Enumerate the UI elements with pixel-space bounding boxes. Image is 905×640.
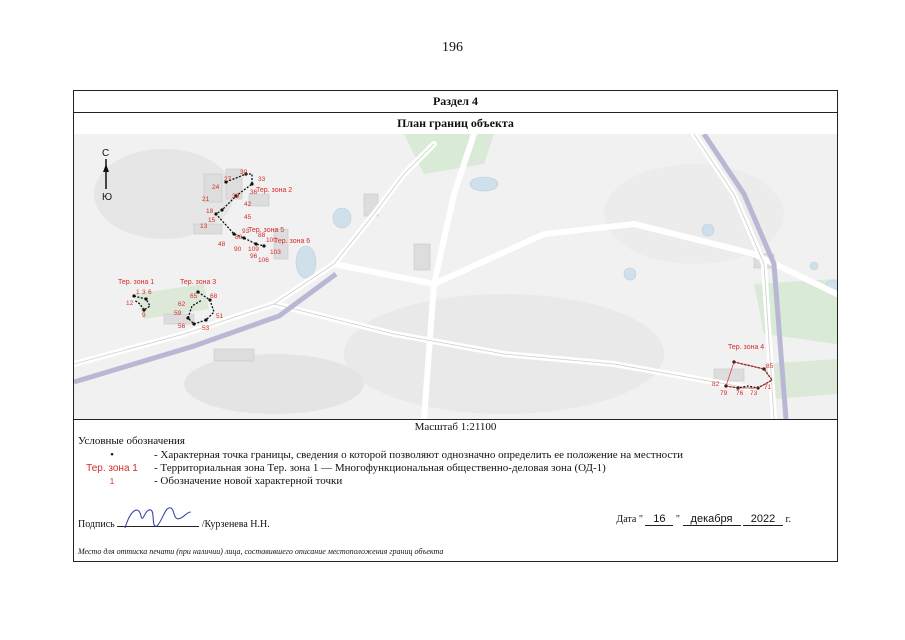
point-label: 96: [250, 253, 258, 260]
plan-title: План границ объекта: [74, 113, 837, 135]
signer-name: /Курзенева Н.Н.: [201, 519, 270, 530]
new-point-symbol: 1: [109, 477, 115, 486]
date-line: [616, 513, 791, 526]
point-label: 59: [174, 310, 182, 317]
zone-label-1: Тер. зона 1: [118, 279, 155, 286]
point-label: 93: [242, 228, 250, 235]
point-label: 27: [224, 176, 232, 183]
point-label: 71: [764, 384, 772, 391]
legend-item-text: - Территориальная зона Тер. зона 1 — Многофункциональная общественно-деловая зона (ОД-1): [154, 462, 606, 474]
point-label: 65: [190, 293, 198, 300]
signature-label: Подпись: [78, 519, 115, 530]
legend-item: [78, 449, 683, 462]
point-label: 36: [250, 189, 258, 196]
point-label: 90: [234, 246, 242, 253]
point-label: 51: [216, 313, 224, 320]
zone-label-4: Тер. зона 4: [728, 344, 765, 351]
point-label: 100: [266, 237, 277, 244]
legend-item: [78, 462, 606, 475]
point-label: 103: [270, 249, 281, 256]
point-symbol-icon: •: [110, 449, 114, 461]
zone-label-3: Тер. зона 3: [180, 279, 217, 286]
point-label: 33: [258, 176, 266, 183]
point-label: 79: [720, 390, 728, 397]
stamp-note: Место для оттиска печати (при наличии) лица, составившего описание местоположения границ объекта: [78, 547, 444, 556]
map-scale: Масштаб 1:21100: [414, 421, 497, 433]
point-label: 13: [200, 223, 208, 230]
point-label: 56: [178, 323, 186, 330]
point-label: 42: [244, 201, 252, 208]
page-number: 196: [442, 40, 463, 55]
zone-label-5: Тер. зона 5: [248, 227, 285, 234]
point-label: 48: [218, 241, 226, 248]
handwritten-signature-icon: [121, 502, 195, 532]
point-label: 1: [136, 289, 140, 296]
date-quote-close: ": [675, 514, 681, 525]
point-label: 85: [766, 363, 774, 370]
legend: [78, 435, 683, 488]
point-label: 21: [202, 196, 210, 203]
legend-item: [78, 475, 343, 488]
point-label: 106: [258, 257, 269, 264]
point-label: 68: [210, 293, 218, 300]
point-label: 12: [126, 300, 134, 307]
document-frame: [73, 90, 838, 562]
point-label: 53: [202, 325, 210, 332]
signature-field: [117, 516, 199, 527]
zone-symbol: Тер. зона 1: [86, 463, 138, 474]
point-label: 45: [244, 214, 252, 221]
point-label: 73: [750, 390, 758, 397]
boundary-map[interactable]: [74, 134, 837, 420]
zone-label-6: Тер. зона 6: [274, 238, 311, 245]
point-label: 30: [240, 169, 248, 176]
point-label: 6: [148, 289, 152, 296]
date-quote-open: ": [638, 514, 643, 525]
point-label: 18: [206, 208, 214, 215]
date-day: 16: [645, 513, 673, 526]
legend-title: Условные обозначения: [78, 435, 185, 447]
section-title: Раздел 4: [74, 91, 837, 113]
point-label: 24: [212, 184, 220, 191]
zone-label-2: Тер. зона 2: [256, 187, 293, 194]
date-year: 2022: [743, 513, 783, 526]
point-label: 88: [258, 232, 266, 239]
point-label: 62: [178, 301, 186, 308]
legend-item-text: - Обозначение новой характерной точки: [154, 475, 343, 487]
point-label: 86: [235, 234, 243, 241]
point-label: 15: [208, 217, 216, 224]
legend-item-text: - Характерная точка границы, сведения о которой позволяют однозначно определить ее положение на местности: [154, 449, 683, 461]
date-label: Дата: [616, 514, 637, 525]
point-label: 76: [736, 390, 744, 397]
compass-south-label: Ю: [102, 192, 113, 203]
compass-north-label: С: [102, 148, 110, 159]
point-label: 82: [712, 381, 720, 388]
date-suffix: г.: [785, 514, 791, 525]
signature-line: [78, 516, 270, 530]
date-month: декабря: [683, 513, 741, 526]
point-label: 9: [142, 312, 146, 319]
point-label: 39: [232, 193, 240, 200]
point-label: 109: [248, 246, 259, 253]
point-label: 3: [142, 289, 146, 296]
